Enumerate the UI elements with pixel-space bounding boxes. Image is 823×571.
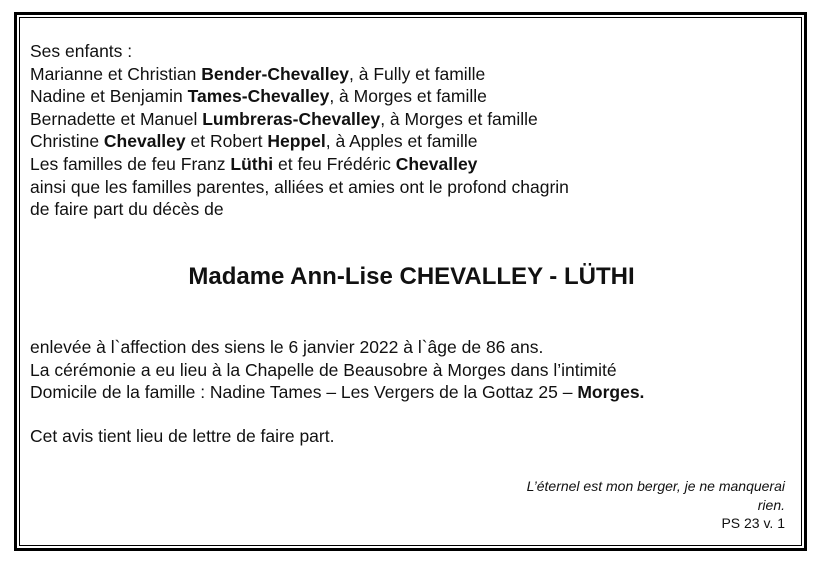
family-name: Heppel xyxy=(267,131,326,152)
text-segment: Les familles de feu Franz xyxy=(30,153,231,174)
family-name: Bender-Chevalley xyxy=(201,63,350,84)
text-segment: , à Fully et famille xyxy=(349,63,486,84)
text-segment: , à Apples et famille xyxy=(325,131,478,152)
text-segment: de faire part du décès de xyxy=(30,199,224,220)
intro-line xyxy=(30,108,790,131)
intro-line xyxy=(30,176,790,199)
family-name: Tames-Chevalley xyxy=(187,86,330,107)
family-name: Chevalley xyxy=(103,131,186,152)
verse-reference: PS 23 v. 1 xyxy=(721,515,785,531)
verse-block xyxy=(455,477,785,533)
text-segment: Bernadette et Manuel xyxy=(30,108,203,129)
details-line xyxy=(30,336,790,359)
family-name: Chevalley xyxy=(395,153,478,174)
intro-block xyxy=(30,40,790,221)
intro-line xyxy=(30,63,790,86)
text-segment: , à Morges et famille xyxy=(380,108,538,129)
place-name: Morges. xyxy=(577,382,645,403)
text-segment: ainsi que les familles parentes, alliées et amies ont le profond chagrin xyxy=(30,176,569,197)
text-segment: Ses enfants : xyxy=(30,41,133,61)
deceased-name: Madame Ann-Lise CHEVALLEY - LÜTHI xyxy=(188,263,635,290)
text-segment: , à Morges et famille xyxy=(329,86,487,107)
details-block xyxy=(30,336,790,404)
text-segment: et feu Frédéric xyxy=(273,153,396,174)
text-segment: Domicile de la famille : Nadine Tames – Les Vergers de la Gottaz 25 – xyxy=(30,382,578,403)
text-segment: et Robert xyxy=(185,131,268,152)
intro-line xyxy=(30,153,790,176)
family-name: Lumbreras-Chevalley xyxy=(202,108,381,129)
text-segment: La cérémonie a eu lieu à la Chapelle de Beausobre à Morges dans l’intimité xyxy=(30,359,617,380)
text-segment: Nadine et Benjamin xyxy=(30,86,188,107)
details-line xyxy=(30,359,790,382)
intro-line xyxy=(30,198,790,221)
verse-line: L’éternel est mon berger, je ne manquerai xyxy=(526,478,785,494)
closing-statement: Cet avis tient lieu de lettre de faire part. xyxy=(30,426,335,446)
details-line xyxy=(30,381,790,404)
family-name: Lüthi xyxy=(230,153,274,174)
intro-line xyxy=(30,40,790,63)
text-segment: enlevée à l`affection des siens le 6 janvier 2022 à l`âge de 86 ans. xyxy=(30,337,544,357)
intro-line xyxy=(30,130,790,153)
intro-line xyxy=(30,85,790,108)
verse-line: rien. xyxy=(757,496,785,513)
text-segment: Marianne et Christian xyxy=(30,63,202,84)
text-segment: Christine xyxy=(30,131,104,152)
